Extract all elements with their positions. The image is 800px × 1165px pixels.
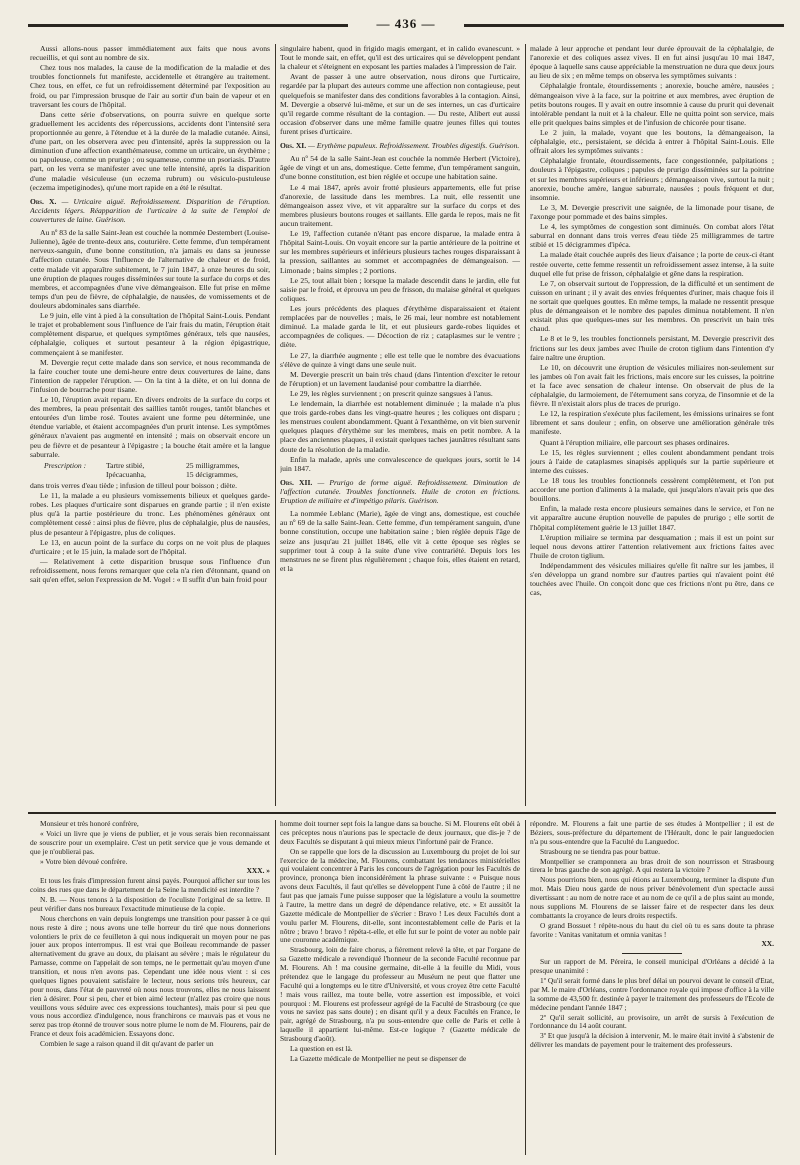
prescription-drug: Ipécacuanha, <box>106 469 146 479</box>
column-upper-3 <box>530 44 774 806</box>
prescription-dose: 15 décigrammes, <box>186 469 238 479</box>
paragraph: Le lendemain, la diarrhée est notablement diminuée ; la malade n'a plus que trois garde-robes dans les vingt-quatre heures ; les coliques ont disparu ; les menstrues coulent abondamment. Quant à l'exanthème, on vit bien survenir quelques plaques d'érythème sur les membres, mais en petit nombre. A la place des anciennes plaques, il existait quelques taches jaunâtres résultant sans doute de la résolution de la maladie. <box>280 399 520 454</box>
paragraph: Le 3, M. Devergie prescrivit une saignée, de la limonade pour tisane, de l'axonge pour pommade et des bains simples. <box>530 202 774 221</box>
paragraph: singulaire habent, quod in frigido magis emergant, et in calido evanescunt. » Tout le monde sait, en effet, qu'il est des urticaires qui se développent pendant la chaleur et s'éteignent en exposant les parties malades à l'impression de l'air. <box>280 44 520 72</box>
paragraph: homme doit tourner sept fois la langue dans sa bouche. Si M. Flourens eût obéi à ces préceptes nous n'aurions pas le spectacle de deux journaux, que dis-je ? de deux Facultés se disputant à qui mieux mieux l'infortuné pair de France. <box>280 820 520 846</box>
paragraph: Nous pourrions bien, nous qui étions au Luxembourg, terminer la dispute d'un mot. Mais Dieu nous garde de nous priver bénévolement d'un spectacle aussi divertissant : au nom de notre race et au nom de ce qu'il a de plus saint au monde, nous supplions M. Flourens de se laisser faire et de respecter dans les deux combattants la croyance de leurs droits respectifs. <box>530 875 774 920</box>
paragraph: Au nº 83 de la salle Saint-Jean est couchée la nommée Destembert (Louise-Julienne), âgée de trente-deux ans, couturière. Cette femme, d'un tempérament nerveux-sanguin, d'une bonne constitution, n'a jamais eu dans sa jeunesse d'affection cutanée. Sous l'influence de l'alternative de chaleur et de froid, cette malade vit apparaître subitement, le 7 juin 1847, à onze heures du soir, une éruption de plaques rouges disséminées sur toute la surface du corps et des membres, et accompagnées d'une vive démangeaison. Elle fut prise en même temps d'un peu de fièvre, de céphalalgie, de nausées, de vomissements et de douleurs abdominales sans diarrhée. <box>30 228 270 310</box>
paragraph: La question en est là. <box>290 1043 353 1053</box>
paragraph: Monsieur et très honoré confrère, <box>40 820 139 828</box>
paragraph: Indépendamment des vésicules miliaires qu'elle fit naître sur les jambes, il s'en développa un grand nombre sur d'autres parties qui n'avaient point été touchées avec l'huile. On conçoit donc que ces frictions n'ont pu être, dans ce cas, <box>530 561 774 598</box>
signature: XX. <box>761 939 774 949</box>
observation-heading <box>280 478 520 505</box>
paragraph: Enfin, la malade resta encore plusieurs semaines dans le service, et l'on ne vit apparaître aucune éruption nouvelle de papules de prurigo ; elle sortit de l'hôpital complètement guérie le 13 juillet 1847. <box>530 504 774 532</box>
observation-outcome: Guérison. <box>95 214 126 224</box>
paragraph: O grand Bossuet ! répète-nous du haut du ciel où tu es sans doute ta phrase favorite : Vanitas vanitatum et omnia vanitas ! <box>530 920 774 939</box>
paragraph: Le 10, on découvrit une éruption de vésicules miliaires non-seulement sur les jambes où l'on avait fait les frictions, mais encore sur les cuisses, la poitrine et la face avec sensation de chaleur intense. On observait de plus de la céphalalgie, du larmoiement, de l'éternument sans coryza, de l'insomnie et de la fièvre. Il n'existait alors plus de traces de prurigo. <box>530 362 774 409</box>
page-header <box>28 14 784 40</box>
paragraph: Au nº 54 de la salle Saint-Jean est couchée la nommée Herbert (Victoire), âgée de vingt et un ans, domestique. Cette femme, d'un tempérament sanguin, d'une bonne constitution, est bien réglée et occupe une habitation saine. <box>280 154 520 182</box>
observation-heading <box>30 197 270 224</box>
column-lower-3 <box>530 820 774 1155</box>
section-rule <box>622 953 682 954</box>
signature: XXX. » <box>246 866 270 876</box>
paragraph: Les jours précédents des plaques d'érythème disparaissaient et étaient remplacées par de nouvelles ; mais, le 26 mai, leur nombre est notablement diminué. La malade garda le lit, et eut plusieurs garde-robes liquides et accompagnées de coliques. — Décoction de riz ; cataplasmes sur le ventre ; diète. <box>280 303 520 350</box>
column-divider <box>525 820 526 1155</box>
paragraph: Aussi allons-nous passer immédiatement aux faits que nous avons recueillis, et qui sont au nombre de six. <box>30 44 270 63</box>
column-upper-1 <box>30 44 270 806</box>
paragraph: Avant de passer à une autre observation, nous dirons que l'urticaire, regardée par la plupart des auteurs comme une affection non contagieuse, peut quelquefois se manifester dans des conditions favorables à la contagion. Ainsi, M. Devergie a observé lui-même, et sur un de ses internes, un cas d'urticaire qu'il regarde comme résultant de la contagion. — Du reste, Alibert eut aussi occasion d'observer dans une même famille quatre jeunes filles qui toutes furent prises d'urticaire. <box>280 72 520 136</box>
prescription-label <box>44 470 106 479</box>
column-divider <box>275 820 276 1155</box>
paragraph: M. Devergie reçut cette malade dans son service, et nous recommanda de la faire coucher toute une demi-heure entre deux couvertures de laine, dans l'intention de rappeler l'éruption. — On la tint à la diète, et on lui donna de l'infusion de bourrache pour tisane. <box>30 357 270 394</box>
paragraph: 1º Qu'il serait formé dans le plus bref délai un pourvoi devant le conseil d'Etat, par M. le maire d'Orléans, contre l'ordonnance royale qui impose d'office à la ville la somme de 43,500 fr. destinée à payer le traitement des professeurs de l'Ecole de médecine pendant l'année 1847 ; <box>530 976 774 1012</box>
paragraph: Le 10, l'éruption avait reparu. En divers endroits de la surface du corps et des membres, la peau présentait des saillies tantôt rouges, tantôt blanches et entourées d'un limbe rosé. Toutes avaient une forme peu déterminée, une étendue variable, et étaient accompagnées d'un prurit intense. Les symptômes généraux n'avaient pas augmenté en intensité ; mais on observait encore un peu de fièvre et de pesanteur à l'épigastre ; la bouche était amère et la langue saburrale. <box>30 395 270 459</box>
paragraph: On se rappelle que lors de la discussion au Luxembourg du projet de loi sur l'exercice de la médecine, M. Flourens, combattant les tendances ministérielles qui voulaient concentrer à Paris les concours de l'agrégation pour les Facultés de province, prononça bien inconsidérément la phrase suivante : « Puisque nous avons deux Facultés, il faut qu'elles se développent l'une à côté de l'autre ; il ne faut pas que jamais l'une puisse supposer que la législature a voulu la soumettre à l'autre, la mettre dans un degré de dépendance relative, etc. » Et aussitôt la Gazette médicale de Montpellier de s'écrier : Bravo ! Les deux Facultés dont a voulu parler M. Flourens, dit-elle, sont incontestablement celle de Paris et la nôtre ; bravo ! bravo ! répéta-t-elle, et elle fut sur le point de voter au noble pair une couronne académique. <box>280 846 520 945</box>
paragraph: L'éruption miliaire se termina par desquamation ; mais il est un point sur lequel nous devons attirer l'attention relativement aux frictions faites avec l'huile de croton tiglium. <box>530 532 774 560</box>
observation-label: Obs. XII. <box>280 477 313 487</box>
paragraph: Le 4, les symptômes de congestion sont diminués. On combat alors l'état saburral en donnant dans trois verres d'eau tiède 25 milligrammes de tartre stibié et 15 décigrammes d'ipéca. <box>530 222 774 250</box>
paragraph: Le 7, on observait surtout de l'oppression, de la difficulté et un sentiment de cuisson en urinant ; il y avait des envies fréquentes d'uriner, mais chaque fois il ne sortait que quelques gouttes. En même temps, la malade ne ressentit presque plus de démangeaison et le nombre des papules diminua notablement. Il n'en existait plus que quelques-unes sur les membres. On prescrivit un bain très chaud. <box>530 278 774 334</box>
column-upper-2 <box>280 44 520 806</box>
page-number: — 436 — <box>376 16 436 31</box>
paragraph: Le 4 mai 1847, après avoir frotté plusieurs appartements, elle fut prise d'anorexie, de lassitude dans les membres. La nuit, elle ressentit une démangeaison assez vive, et vit apparaître sur la surface du corps et des membres plusieurs boutons rouges et saillants. Elle garda le repos, mais ne fit aucun traitement. <box>280 182 520 228</box>
observation-label: Obs. XI. <box>280 141 307 151</box>
paragraph: La Gazette médicale de Montpellier ne peut se dispenser de <box>290 1053 467 1063</box>
header-rule-right <box>464 24 784 27</box>
paragraph: M. Devergie prescrit un bain très chaud (dans l'intention d'exciter le retour de l'éruption) et un lavement laudanisé pour combattre la diarrhée. <box>280 369 520 388</box>
paragraph: Dans cette série d'observations, on pourra suivre en quelque sorte graduellement les accidents des répercussions, accidents dont l'intensité sera proportionnée au genre, à l'étendue et à la durée de la maladie cutanée. Ainsi, d'une part, on les observera avec peu d'intensité, après la suppression ou la diminution d'une affection exanthémateuse, comme un urticaire, un érythème ; ou papuleuse, comme un prurigo ; ou squameuse, comme un psoriasis. D'autre part, on les verra se manifester avec une telle intensité, après la disparition d'une maladie vésiculeuse (un eczema rubrum) ou vésiculo-pustuleuse (eczema impetiginodes), qu'une mort rapide en a été le résultat. <box>30 109 270 192</box>
paragraph: Céphalalgie frontale, étourdissements ; anorexie, bouche amère, nausées ; démangeaison vive à la face, sur la poitrine et aux membres, avec éruption de petits boutons rouges. Il y avait en outre insomnie à cause du prurit qui devenait intolérable pendant la nuit et à la chaleur. Elle ne quitta point son service, mais elle prit quelques bains simples et de l'infusion de chicorée pour tisane. <box>530 81 774 127</box>
column-divider <box>525 44 526 806</box>
paragraph: Strasbourg ne se tiendra pas pour battue. <box>540 846 660 856</box>
paragraph: La nommée Leblanc (Marie), âgée de vingt ans, domestique, est couchée au nº 69 de la salle Saint-Jean. Cette femme, d'un tempérament sanguin, d'une bonne constitution, occupe une habitation saine ; bien réglée depuis l'âge de seize ans jusqu'au 21 juillet 1846, elle vit à cette époque ses règles se supprimer tout à coup à la suite d'une vive contrariété. Depuis lors les menstrues ne se firent plus régulièrement ; chaque fois, elles étaient en retard, et la <box>280 509 520 573</box>
paragraph: 3º Et que jusqu'à la décision à intervenir, M. le maire était invité à s'abstenir de délivrer les mandats de payement pour le traitement des professeurs. <box>530 1031 774 1050</box>
paragraph: La malade était couchée auprès des lieux d'aisance ; la porte de ceux-ci étant restée ouverte, cette femme ressentit un refroidissement assez intense, à la suite duquel elle fut prise de frisson, céphalalgie et gêne dans la respiration. <box>530 250 774 278</box>
paragraph: Strasbourg, loin de faire chorus, a fièrement relevé la tête, et par l'organe de sa Gazette médicale a revendiqué l'honneur de la seconde Faculté reconnue par M. Flourens. Ah ! ma cousine germaine, dit-elle à la feuille du Midi, vous prétendez que le langage du professeur au Muséum ne peut que flatter une Faculté qui a longtemps eu le titre d'Université, et vous croyez être cette Faculté ! mais vous raillez, ma toute belle, votre assertion est impossible, et voici pourquoi : M. Flourens est professeur agrégé de la Faculté de Strasbourg (ce que vous ne saviez pas sans doute) ; en disant qu'il y a deux Facultés en France, le pair, agrégé de Strasbourg, n'a pu sous-entendre que celle de Paris et celle à laquelle il appartient lui-même. Est-ce logique ? (Gazette médicale de Strasbourg d'août). <box>280 945 520 1043</box>
paragraph: Quant à l'éruption miliaire, elle parcourt ses phases ordinaires. <box>540 437 730 447</box>
observation-title: — Prurigo de forme aiguë. Refroidissement. Diminution de l'affection cutanée. Troubles fonctionnels. Huile de croton en frictions. Eruption de miliaire et d'impétigo pilaris. <box>280 477 520 506</box>
paragraph: » Votre bien dévoué confrère. <box>40 856 128 866</box>
prescription-drug: Tartre stibié, <box>106 460 145 470</box>
prescription-row <box>44 470 270 479</box>
paragraph: Céphalalgie frontale, étourdissements, face congestionnée, palpitations ; douleurs à l'épigastre, coliques ; papules de prurigo disséminées sur la poitrine et sur les membres supérieurs et inférieurs ; démangeaison vive, surtout la nuit ; anorexie, bouche amère, langue saburrale, nausées ; pouls fréquent et dur, insomnie. <box>530 156 774 202</box>
observation-outcome: Guérison. <box>408 496 439 506</box>
prescription <box>44 461 270 479</box>
paragraph: Chez tous nos malades, la cause de la modification de la maladie et des troubles fonctionnels fut manifeste, accidentelle et étrangère au traitement. Chez tous, en effet, ce fut un refroidissement déterminé par l'exposition au froid, ou par l'impression brusque de l'air au sortir d'un bain de vapeur et en traversant les cours de l'hôpital. <box>30 63 270 109</box>
paragraph: Le 19, l'affection cutanée n'étant pas encore disparue, la malade entra à l'hôpital Saint-Louis. On voyait encore sur la partie antérieure de la poitrine et sur les membres supérieurs et inférieurs plusieurs taches rouges disparaissant à la pression, saillantes au sommet et accompagnées de démangeaison. — Limonade ; bains simples ; 2 portions. <box>280 229 520 275</box>
paragraph: Le 2 juin, la malade, voyant que les boutons, la démangeaison, la céphalalgie, etc., persistaient, se décida à entrer à l'hôpital Saint-Louis. Elle offrait alors les symptômes suivants : <box>530 127 774 156</box>
paragraph: Et tous les frais d'impression furent ainsi payés. Pourquoi afficher sur tous les coins des rues que dans le département de la Seine la mendicité est interdite ? <box>30 876 270 895</box>
paragraph: « Voici un livre que je viens de publier, et je vous serais bien reconnaissant de souscrire pour un exemplaire. C'est un petit service que je vous demande et que je n'oublierai pas. <box>30 828 270 856</box>
prescription-label: Prescription : <box>44 460 87 470</box>
observation-outcome: Guérison. <box>489 141 520 151</box>
column-divider <box>275 44 276 806</box>
paragraph: Sur un rapport de M. Péreira, le conseil municipal d'Orléans a décidé à la presque unanimité : <box>530 957 774 976</box>
paragraph: Le 18 tous les troubles fonctionnels cessèrent complètement, et l'on put accorder une portion d'aliments à la malade, qui jusqu'alors n'avait pris que des bouillons. <box>530 476 774 504</box>
paragraph: Le 8 et le 9, les troubles fonctionnels persistant, M. Devergie prescrivit des frictions sur les deux jambes avec l'huile de croton tiglium dans l'intention d'y faire naître une éruption. <box>530 334 774 362</box>
paragraph: Le 11, la malade a eu plusieurs vomissements bilieux et quelques garde-robes. Les plaques d'urticaire sont disparues en grande partie ; il n'en existe plus qu'à la partie postérieure du tronc. Les phénomènes généraux ont complètement cessé : ainsi plus de fièvre, plus de céphalalgie, plus de nausées, plus de pesanteur à l'épigastre, plus de coliques. <box>30 491 270 537</box>
observation-heading <box>280 141 520 150</box>
paragraph: Le 27, la diarrhée augmente ; elle est telle que le nombre des évacuations s'élève de quinze à vingt dans une seule nuit. <box>280 350 520 369</box>
observation-label: Obs. X. <box>30 196 57 206</box>
column-lower-1 <box>30 820 270 1155</box>
paragraph: — Relativement à cette disparition brusque sous l'influence d'un refroidissement, nous ferons remarquer que cela n'a rien d'étonnant, quand on sait qu'en effet, selon l'expression de M. Vogel : « Il suffit d'un bain froid pour <box>30 556 270 585</box>
paragraph: Le 13, en aucun point de la surface du corps on ne voit plus de plaques d'urticaire ; et le 15 juin, la malade sort de l'hôpital. <box>30 537 270 556</box>
paragraph: 2º Qu'il serait sollicité, au provisoire, un arrêt de sursis à l'exécution de l'ordonnance du 14 août courant. <box>530 1012 774 1031</box>
paragraph: répondre. M. Flourens a fait une partie de ses études à Montpellier ; il est de Béziers, sous-préfecture du département de l'Hérault, donc le pair languedocien n'a pu sous-entendre que la Faculté du Languedoc. <box>530 820 774 846</box>
paragraph: Enfin la malade, après une convalescence de quelques jours, sortit le 14 juin 1847. <box>280 454 520 473</box>
observation-title: — Erythème papuleux. Refroidissement. Troubles digestifs. <box>308 141 488 151</box>
paragraph: dans trois verres d'eau tiède ; infusion de tilleul pour boisson ; diète. <box>30 481 237 491</box>
feuilleton-rule <box>28 812 776 814</box>
paragraph: malade à leur approche et pendant leur durée éprouvait de la céphalalgie, de l'anorexie et des coliques assez vives. Il en fut ainsi jusqu'au 10 mai 1847, époque à laquelle sans cause appréciable la menstruation ne dura que deux jours au lieu de six ; en même temps on observa les symptômes suivants : <box>530 44 774 81</box>
paragraph: N. B. — Nous tenons à la disposition de l'oculiste l'original de sa lettre. Il peut vérifier dans nos bureaux l'exactitude minutieuse de la copie. <box>30 895 270 913</box>
paragraph: Nous cherchons en vain depuis longtemps une transition pour passer à ce qui nous reste à dire ; nous avons une telle horreur du tiré que nous donnerions volontiers le prix de ce feuilleton à qui nous indiquerait un moyen pour ne pas jouer aux propos interrompus. Il est vrai que Boileau recommande de passer alternativement du grave au doux, du plaisant au sévère ; mais le régulateur du Parnasse, comme on l'appelait de son temps, ne le permettait qu'au moyen d'une transition, et nous n'en avons pas. Cependant une idée nous vient : si ces quelques lignes pouvaient satisfaire le lecteur, nous serions très heureux, car pour nous, dans l'état de pauvreté où nous nous trouvons, elles ne nous laissent rien à désirer. Pour si peu, cher et bien aimé lecteur (n'allez pas croire que nous veuillons vous séduire avec ces expressions touchantes), mais pour si peu que vous nous accordiez d'indulgence, nous franchirons ce mauvais pas et vous ne serez pas trop étonné de trouver sous notre plume le nom de M. Flourens, pair de France et deux fois académicien. Essayons donc. <box>30 913 270 1039</box>
paragraph: Le 25, tout allait bien ; lorsque la malade descendit dans le jardin, elle fut saisie par le froid, et éprouva un peu de frisson, du malaise général et quelques coliques. <box>280 275 520 303</box>
paragraph: Le 12, la respiration s'exécute plus facilement, les émissions urinaires se font librement et sans douleur ; enfin, on observe une amélioration générale très manifeste. <box>530 409 774 437</box>
observation-title: — Urticaire aiguë. Refroidissement. Disparition de l'éruption. Accidents légers. Réapparition de l'urticaire à la suite de l'emploi de couvertures de laine. <box>30 196 270 224</box>
paragraph: Montpellier se cramponnera au bras droit de son nourrisson et Strasbourg tirera le bras gauche de son agrégé. A qui restera la victoire ? <box>530 856 774 875</box>
prescription-dose: 25 milligrammes, <box>186 460 240 470</box>
paragraph: Le 15, les règles surviennent ; elles coulent abondamment pendant trois jours à l'aide de cataplasmes sinapisés appliqués sur la partie supérieure et interne des cuisses. <box>530 447 774 475</box>
paragraph: Le 29, les règles surviennent ; on prescrit quinze sangsues à l'anus. <box>290 388 493 398</box>
paragraph: Le 9 juin, elle vint à pied à la consultation de l'hôpital Saint-Louis. Pendant le trajet et probablement sous l'influence de l'air frais du matin, l'éruption était complètement disparue, et quelques symptômes généraux, tels que nausées, céphalalgie, coliques et surtout pesanteur à la région épigastrique, commençaient à se manifester. <box>30 311 270 357</box>
paragraph: Combien le sage a raison quand il dit qu'avant de parler un <box>40 1039 214 1048</box>
prescription-row <box>44 461 270 470</box>
column-lower-2 <box>280 820 520 1155</box>
